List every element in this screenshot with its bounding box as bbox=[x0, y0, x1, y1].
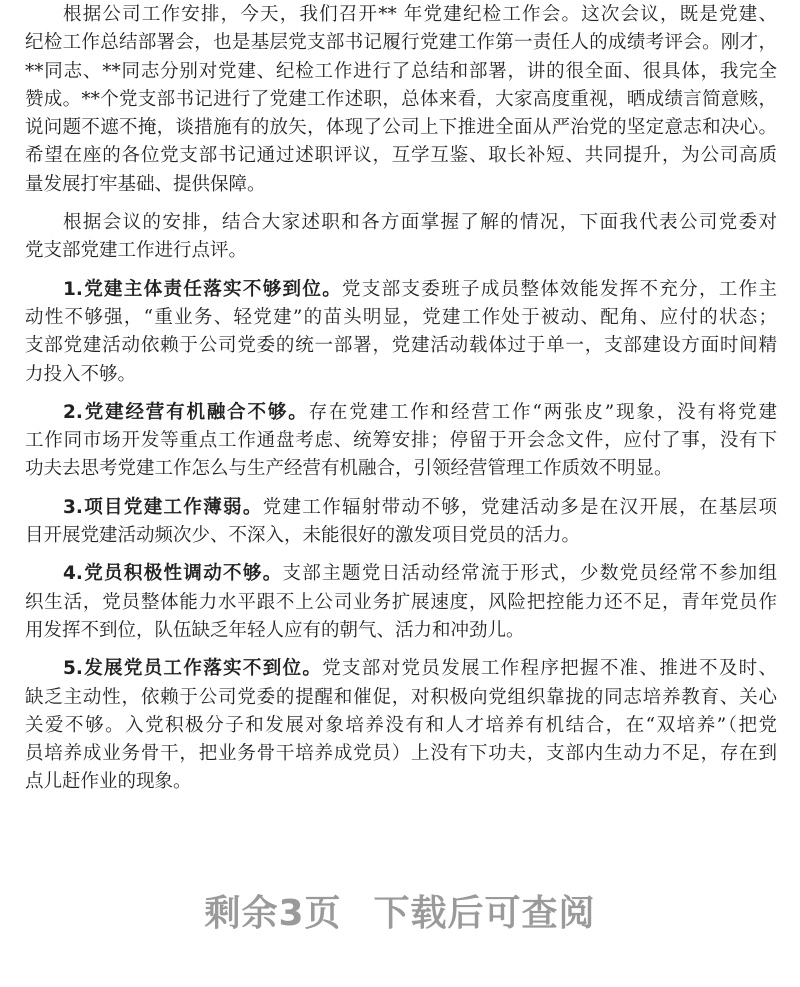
text-line: 根据会议的安排，结合大家述职和各方面掌握了解的情况，下面我代表公司党委对 bbox=[63, 212, 777, 234]
text-line: 赞成。**个党支部书记进行了党建工作述职，总体来看，大家高度重视，晒成绩言简意赅， bbox=[25, 88, 777, 110]
item-heading: 2.党建经营有机融合不够。 bbox=[63, 401, 309, 423]
text-line bbox=[25, 276, 777, 304]
text-line: 动性不够强，“重业务、轻党建”的苗头明显，党建工作处于被动、配角、应付的状态； bbox=[25, 306, 777, 328]
text-line: 纪检工作总结部署会，也是基层党支部书记履行党建工作第一责任人的成绩考评会。刚才， bbox=[25, 32, 777, 54]
critique-item-1 bbox=[25, 276, 777, 389]
item-heading: 3.项目党建工作薄弱。 bbox=[63, 496, 263, 518]
text-line: 说问题不遮不掩，谈措施有的放矢，体现了公司上下推进全面从严治党的坚定意志和决心。 bbox=[25, 117, 777, 139]
text-line: 量发展打牢基础、提供保障。 bbox=[25, 173, 266, 195]
text-line: 缺乏主动性，依赖于公司党委的提醒和催促，对积极向党组织靠拢的同志培养教育、关心 bbox=[25, 686, 777, 708]
text-line: 员培养成业务骨干，把业务骨干培养成党员）上没有下功夫，支部内生动力不足，存在到 bbox=[25, 743, 777, 765]
item-text: 党支部对党员发展工作程序把握不准、推进不及时、 bbox=[322, 658, 777, 680]
text-line: 用发挥不到位，队伍缺乏年轻人应有的朝气、活力和冲劲儿。 bbox=[25, 619, 525, 641]
text-line: 工作同市场开发等重点工作通盘考虑、统筹安排；停留于开会念文件，应付了事，没有下 bbox=[25, 430, 777, 452]
text-line: 党支部党建工作进行点评。 bbox=[25, 240, 248, 262]
preview-limit-banner bbox=[0, 885, 800, 936]
critique-item-2 bbox=[25, 399, 777, 484]
item-text: 党支部支委班子成员整体效能发挥不充分，工作主 bbox=[342, 278, 777, 300]
remaining-pages-text: 剩余3页 bbox=[204, 893, 342, 934]
text-line bbox=[25, 655, 777, 683]
item-text: 支部主题党日活动经常流于形式，少数党员经常不参加组 bbox=[282, 563, 777, 585]
item-text: 党建工作辐射带动不够，党建活动多是在汉开展，在基层项 bbox=[262, 496, 777, 518]
text-line: 支部党建活动依赖于公司党委的统一部署，党建活动载体过于单一，支部建设方面时间精 bbox=[25, 335, 777, 357]
text-line: 根据公司工作安排，今天，我们召开** 年党建纪检工作会。这次会议，既是党建、 bbox=[63, 4, 777, 25]
critique-item-5 bbox=[25, 655, 777, 796]
text-line: 关爱不够。入党积极分子和发展对象培养没有和人才培养有机结合，在“双培养”（把党 bbox=[25, 714, 777, 736]
critique-item-3 bbox=[25, 494, 777, 551]
text-line: 功夫去思考党建工作怎么与生产经营有机融合，引领经营管理工作质效不明显。 bbox=[25, 458, 673, 480]
paragraph-transition bbox=[25, 209, 777, 266]
text-line: 点儿赶作业的现象。 bbox=[25, 771, 192, 793]
paragraph-intro bbox=[25, 1, 777, 199]
text-line: 织生活，党员整体能力水平跟不上公司业务扩展速度，风险把控能力还不足，青年党员作 bbox=[25, 591, 777, 613]
item-text: 存在党建工作和经营工作“两张皮”现象，没有将党建 bbox=[308, 401, 777, 423]
document-body bbox=[25, 1, 777, 807]
text-line bbox=[25, 399, 777, 427]
text-line: 希望在座的各位党支部书记通过述职评议，互学互鉴、取长补短、共同提升，为公司高质 bbox=[25, 145, 777, 167]
text-line: 目开展党建活动频次少、不深入，未能很好的激发项目党员的活力。 bbox=[25, 525, 581, 547]
text-line bbox=[25, 560, 777, 588]
text-line: **同志、**同志分别对党建、纪检工作进行了总结和部署，讲的很全面、很具体，我完全 bbox=[25, 60, 777, 82]
download-to-view-text[interactable]: 下载后可查阅 bbox=[373, 893, 596, 934]
text-line bbox=[25, 494, 777, 522]
text-line: 力投入不够。 bbox=[25, 363, 137, 385]
critique-item-4 bbox=[25, 560, 777, 645]
item-heading: 1.党建主体责任落实不够到位。 bbox=[63, 278, 343, 300]
item-heading: 5.发展党员工作落实不到位。 bbox=[63, 658, 323, 680]
item-heading: 4.党员积极性调动不够。 bbox=[63, 563, 283, 585]
